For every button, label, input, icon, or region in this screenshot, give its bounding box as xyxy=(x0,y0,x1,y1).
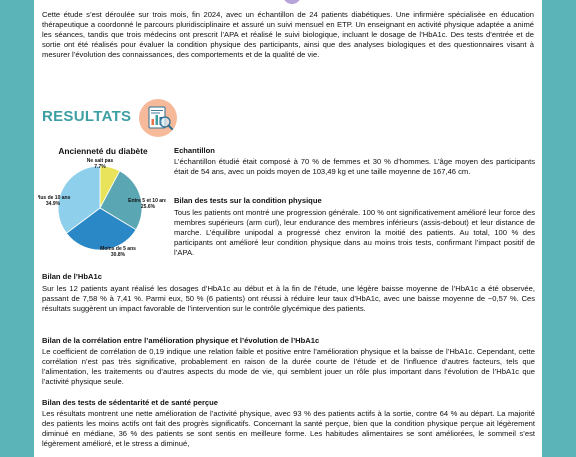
bilan-condition-heading: Bilan des tests sur la condition physique xyxy=(174,196,322,205)
echantillon-heading: Echantillon xyxy=(174,146,215,155)
pie-slice-value: 30.8% xyxy=(110,252,126,258)
pie-slice-value: 34.9% xyxy=(45,201,61,207)
pie-slice-label: Moins de 5 ans xyxy=(100,246,136,252)
pie-slice-label: Plus de 10 ans xyxy=(38,195,71,201)
pie-slice-value: 7.7% xyxy=(94,164,106,170)
right-border-band xyxy=(542,0,576,457)
bilan-sedentarite-heading: Bilan des tests de sédentarité et de santé perçue xyxy=(42,398,218,407)
report-chart-icon xyxy=(138,98,178,138)
pie-slice-value: 25.6% xyxy=(140,204,156,210)
bilan-condition-paragraph: Tous les patients ont montré une progression générale. 100 % ont significativement amélioré leur force des membres supérieurs (arm curl), leur endurance des membres inférieurs (assis-debout) et leur distance de marche. L’équilibre unipodal a progressé chez environ la moitié des patients. Au total, 100 % des participants ont amélioré leur condition physique dans au moins trois tests, confirmant l’impact positif de l’APA. xyxy=(174,208,535,257)
results-heading: RESULTATS xyxy=(42,108,132,125)
left-border-band xyxy=(0,0,34,457)
pie-slice-label: Entre 5 et 10 ans xyxy=(128,198,166,204)
document-page xyxy=(34,0,542,457)
bilan-correlation-heading: Bilan de la corrélation entre l’amélioration physique et l’évolution de l’HbA1c xyxy=(42,336,320,345)
bilan-correlation-paragraph: Le coefficient de corrélation de 0,19 indique une relation faible et positive entre l’amélioration physique et la baisse de l’HbA1c. Cependant, cette corrélation n’est pas très significative, probablement en raison de la durée courte de l’étude et de l’influence d’autres facteurs, tels que l’alimentation, les traitements ou d’autres aspects du mode de vie, qui semblent jouer un rôle plus important dans l’évolution de l’HbA1c que l’activité physique seule. xyxy=(42,347,535,386)
decorative-logo-icon xyxy=(281,0,303,6)
diabetes-duration-pie-chart xyxy=(38,156,166,262)
echantillon-paragraph: L’échantillon étudié était composé à 70 % de femmes et 30 % d’hommes. L’âge moyen des participants était de 54 ans, avec un poids moyen de 103,49 kg et une taille moyenne de 167,46 cm. xyxy=(174,157,535,176)
bilan-sedentarite-paragraph: Les résultats montrent une nette amélioration de l’activité physique, avec 93 % des patients actifs à la sortie, contre 64 % au départ. La majorité des patients les moins actifs ont fait des progrès significatifs. Concernant la santé perçue, bien que la condition physique perçue ait légèrement diminué en médiane, 36 % des patients se sont sentis en meilleure forme. Les habitudes alimentaires se sont améliorées, le sommeil s’est légèrement amélioré, et le stress a diminué, xyxy=(42,409,535,448)
intro-paragraph: Cette étude s’est déroulée sur trois mois, fin 2024, avec un échantillon de 24 patients diabétiques. Une infirmière spécialisée en éducation thérapeutique a coordonné le parcours pluridisciplinaire et assuré un suivi mensuel en ETP. Un enseignant en activité physique adaptée a animé les séances, tandis que trois médecins ont prescrit l’APA et réalisé le suivi biologique, incluant le dosage de l’HbA1c. Des tests d’entrée et de sortie ont été réalisés pour évaluer la condition physique des participants, ainsi que des analyses biologiques et des questionnaires visant à mesurer l’évolution des connaissances, des comportements et de la qualité de vie. xyxy=(42,10,534,59)
bilan-hba1c-paragraph: Sur les 12 patients ayant réalisé les dosages d’HbA1c au début et à la fin de l’étude, une légère baisse moyenne de l’HbA1c a été observée, passant de 7,58 % à 7,41 %. Parmi eux, 50 % (6 patients) ont réussi à réduire leur taux d’HbA1c, avec une baisse moyenne de −0,57 %. Ces résultats suggèrent un impact favorable de l’intervention sur le contrôle glycémique des patients. xyxy=(42,284,535,313)
pie-chart-title: Ancienneté du diabète xyxy=(58,146,148,156)
pie-slice-label: Ne sait pas xyxy=(86,158,114,164)
bilan-hba1c-heading: Bilan de l’HbA1c xyxy=(42,272,102,281)
